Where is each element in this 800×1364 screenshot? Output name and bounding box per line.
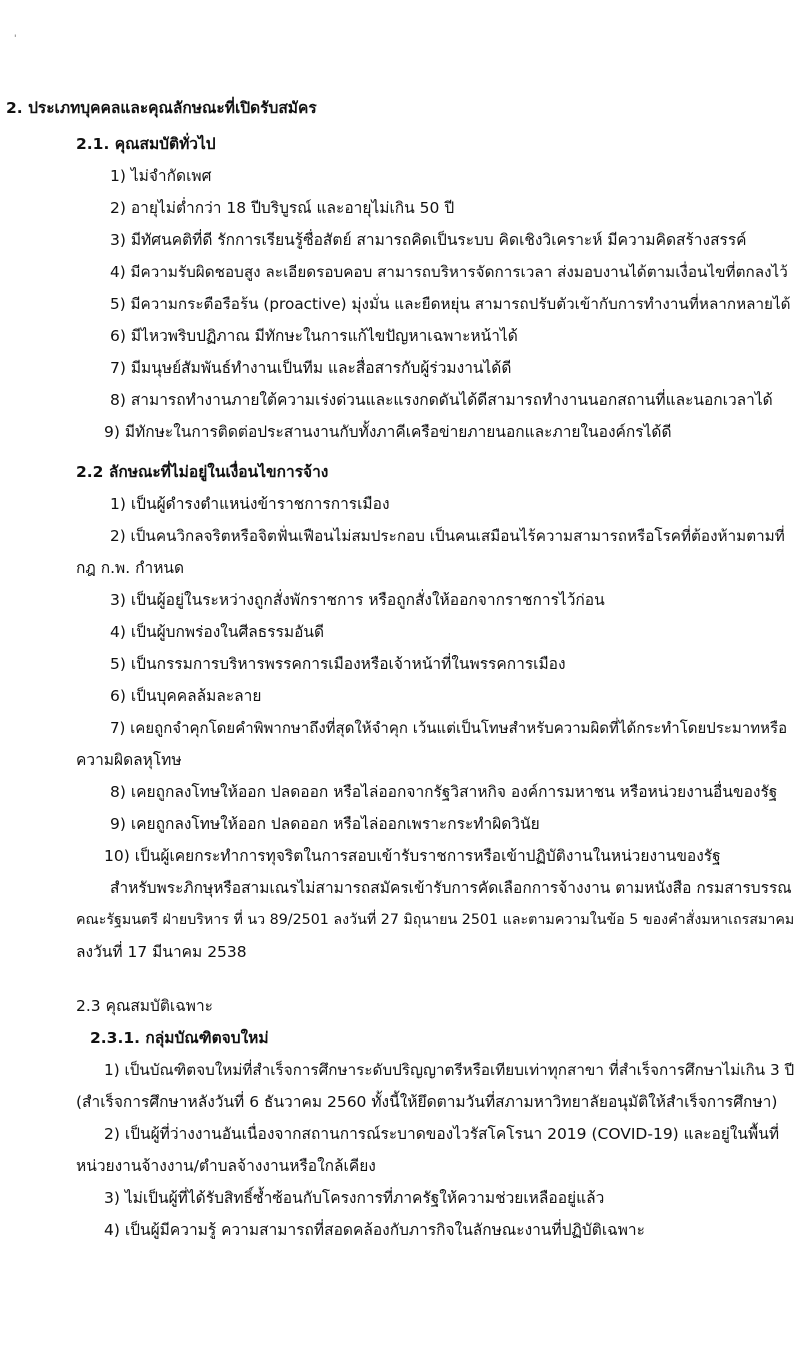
specific-item-3: 3) ไม่เป็นผู้ที่ได้รับสิทธิ์ซ้ำซ้อนกับโครงการที่ภาครัฐให้ความช่วยเหลืออยู่แล้ว bbox=[104, 1189, 605, 1207]
disqualify-item-7-cont: ความผิดลหุโทษ bbox=[76, 751, 182, 769]
specific-item-1: 1) เป็นบัณฑิตจบใหม่ที่สำเร็จการศึกษาระดับปริญญาตรีหรือเทียบเท่าทุกสาขา ที่สำเร็จการศึกษาไม่เกิน 3 ปี bbox=[104, 1061, 795, 1079]
specific-item-2: 2) เป็นผู้ที่ว่างงานอันเนื่องจากสถานการณ์ระบาดของไวรัสโคโรนา 2019 (COVID-19) และอยู่ในพื้นที่ bbox=[104, 1125, 780, 1143]
disqualify-item-5: 5) เป็นกรรมการบริหารพรรคการเมืองหรือเจ้าหน้าที่ในพรรคการเมือง bbox=[110, 655, 566, 673]
disqualify-item-9: 9) เคยถูกลงโทษให้ออก ปลดออก หรือไล่ออกเพราะกระทำผิดวินัย bbox=[110, 815, 540, 833]
general-item-4: 4) มีความรับผิดชอบสูง ละเอียดรอบคอบ สามารถบริหารจัดการเวลา ส่งมอบงานได้ตามเงื่อนไขที่ตกลงไว้ bbox=[110, 263, 788, 281]
general-item-9: 9) มีทักษะในการติดต่อประสานงานกับทั้งภาคีเครือข่ายภายนอกและภายในองค์กรได้ดี bbox=[104, 423, 672, 441]
specific-item-1-cont: (สำเร็จการศึกษาหลังวันที่ 6 ธันวาคม 2560 ทั้งนี้ให้ยึดตามวันที่สภามหาวิทยาลัยอนุมัติให้สำเร็จการศึกษา) bbox=[76, 1093, 778, 1111]
disqualify-heading: 2.2 ลักษณะที่ไม่อยู่ในเงื่อนไขการจ้าง bbox=[76, 463, 329, 481]
corner-mark: ' bbox=[14, 34, 17, 44]
specific-item-2-cont: หน่วยงานจ้างงาน/ตำบลจ้างงานหรือใกล้เคียง bbox=[76, 1157, 376, 1175]
specific-heading: 2.3 คุณสมบัติเฉพาะ bbox=[76, 997, 214, 1015]
general-item-2: 2) อายุไม่ต่ำกว่า 18 ปีบริบูรณ์ และอายุไม่เกิน 50 ปี bbox=[110, 199, 455, 217]
general-item-8: 8) สามารถทำงานภายใต้ความเร่งด่วนและแรงกดดันได้ดีสามารถทำงานนอกสถานที่และนอกเวลาได้ bbox=[110, 391, 773, 409]
general-item-6: 6) มีไหวพริบปฏิภาณ มีทักษะในการแก้ไขปัญหาเฉพาะหน้าได้ bbox=[110, 327, 518, 345]
disqualify-item-8: 8) เคยถูกลงโทษให้ออก ปลดออก หรือไล่ออกจากรัฐวิสาหกิจ องค์การมหาชน หรือหน่วยงานอื่นของรัฐ bbox=[110, 783, 778, 801]
disqualify-item-4: 4) เป็นผู้บกพร่องในศีลธรรมอันดี bbox=[110, 623, 325, 641]
monk-note-line-3: ลงวันที่ 17 มีนาคม 2538 bbox=[76, 943, 247, 961]
section-heading: 2. ประเภทบุคคลและคุณลักษณะที่เปิดรับสมัคร bbox=[6, 99, 317, 117]
general-item-5: 5) มีความกระตือรือร้น (proactive) มุ่งมั่น และยืดหยุ่น สามารถปรับตัวเข้ากับการทำงานที่หลากหลายได้ bbox=[110, 295, 791, 313]
general-item-3: 3) มีทัศนคติที่ดี รักการเรียนรู้ซื่อสัตย์ สามารถคิดเป็นระบบ คิดเชิงวิเคราะห์ มีความคิดสร้างสรรค์ bbox=[110, 231, 747, 249]
monk-note-line-2: คณะรัฐมนตรี ฝ่ายบริหาร ที่ นว 89/2501 ลงวันที่ 27 มิถุนายน 2501 และตามความในข้อ 5 ของคำสั่งมหาเถรสมาคม bbox=[76, 912, 795, 928]
general-item-7: 7) มีมนุษย์สัมพันธ์ทำงานเป็นทีม และสื่อสารกับผู้ร่วมงานได้ดี bbox=[110, 359, 512, 377]
general-item-1: 1) ไม่จำกัดเพศ bbox=[110, 167, 212, 185]
disqualify-item-6: 6) เป็นบุคคลล้มละลาย bbox=[110, 687, 262, 705]
specific-item-4: 4) เป็นผู้มีความรู้ ความสามารถที่สอดคล้องกับภารกิจในลักษณะงานที่ปฏิบัติเฉพาะ bbox=[104, 1221, 645, 1239]
monk-note-line-1: สำหรับพระภิกษุหรือสามเณรไม่สามารถสมัครเข้ารับการคัดเลือกการจ้างงาน ตามหนังสือ กรมสารบรรณ bbox=[110, 879, 792, 897]
disqualify-item-2-cont: กฎ ก.พ. กำหนด bbox=[76, 559, 185, 577]
disqualify-item-1: 1) เป็นผู้ดำรงตำแหน่งข้าราชการการเมือง bbox=[110, 495, 390, 513]
disqualify-item-10: 10) เป็นผู้เคยกระทำการทุจริตในการสอบเข้ารับราชการหรือเข้าปฏิบัติงานในหน่วยงานของรัฐ bbox=[104, 847, 721, 865]
disqualify-item-2: 2) เป็นคนวิกลจริตหรือจิตฟั่นเฟือนไม่สมประกอบ เป็นคนเสมือนไร้ความสามารถหรือโรคที่ต้องห้ามตามที่ bbox=[110, 527, 785, 545]
general-heading: 2.1. คุณสมบัติทั่วไป bbox=[76, 135, 216, 153]
disqualify-item-3: 3) เป็นผู้อยู่ในระหว่างถูกสั่งพักราชการ หรือถูกสั่งให้ออกจากราชการไว้ก่อน bbox=[110, 591, 605, 609]
specific-subheading: 2.3.1. กลุ่มบัณฑิตจบใหม่ bbox=[90, 1029, 269, 1047]
disqualify-item-7: 7) เคยถูกจำคุกโดยคำพิพากษาถึงที่สุดให้จำคุก เว้นแต่เป็นโทษสำหรับความผิดที่ได้กระทำโดยประมาทหรือ bbox=[110, 719, 788, 737]
